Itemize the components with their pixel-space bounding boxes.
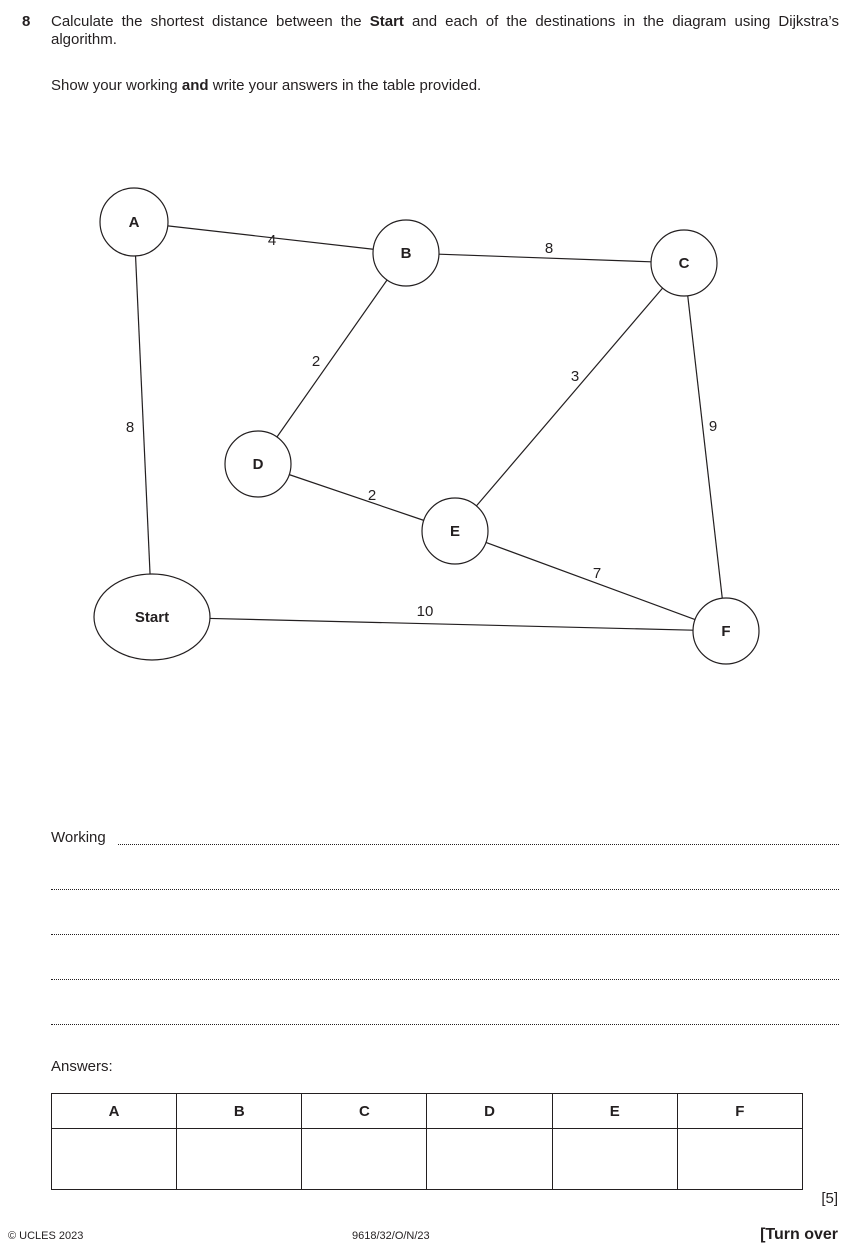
instruction-post: write your answers in the table provided. <box>208 77 482 94</box>
working-line-3[interactable] <box>51 934 839 935</box>
node-label-e: E <box>449 523 461 540</box>
answers-header-a: A <box>52 1094 177 1129</box>
answers-header-d: D <box>427 1094 552 1129</box>
question-text-bold: Start <box>369 13 404 30</box>
graph-edge-weights <box>126 232 717 620</box>
answers-header-c: C <box>302 1094 427 1129</box>
answer-cell-e[interactable] <box>552 1129 677 1190</box>
edge-weight-b-d: 2 <box>311 353 321 370</box>
answer-cell-a[interactable] <box>52 1129 177 1190</box>
edge-weight-e-f: 7 <box>592 565 602 582</box>
working-line-2[interactable] <box>51 889 839 890</box>
working-line-1[interactable] <box>118 844 839 845</box>
answers-header-b: B <box>177 1094 302 1129</box>
node-label-a: A <box>128 214 140 231</box>
edge-weight-a-start: 8 <box>125 419 135 436</box>
edge-b-d <box>277 280 387 437</box>
graph-edges <box>136 226 723 630</box>
edge-weight-a-b: 4 <box>267 232 277 249</box>
answer-cell-b[interactable] <box>177 1129 302 1190</box>
graph-nodes <box>94 188 759 664</box>
answers-header-f: F <box>677 1094 802 1129</box>
working-line-4[interactable] <box>51 979 839 980</box>
working-label: Working <box>51 829 106 846</box>
question-text-post: and each of the destinations in the diagram using Dijkstra’s algorithm. <box>51 13 839 48</box>
node-label-start: Start <box>134 609 170 626</box>
answer-cell-c[interactable] <box>302 1129 427 1190</box>
node-label-c: C <box>678 255 690 272</box>
instruction-pre: Show your working <box>51 77 182 94</box>
answers-header-e: E <box>552 1094 677 1129</box>
instruction-bold: and <box>181 77 209 94</box>
footer-copyright: © UCLES 2023 <box>8 1230 84 1242</box>
node-label-d: D <box>252 456 264 473</box>
edge-d-e <box>289 475 424 521</box>
edge-e-f <box>486 542 695 619</box>
edge-weight-b-c: 8 <box>544 240 554 257</box>
edge-weight-d-e: 2 <box>367 487 377 504</box>
answers-table <box>51 1093 803 1190</box>
answer-cell-d[interactable] <box>427 1129 552 1190</box>
answer-cell-f[interactable] <box>677 1129 802 1190</box>
marks-allocation: [5] <box>821 1190 838 1207</box>
node-label-f: F <box>721 623 731 640</box>
edge-c-e <box>476 288 662 506</box>
edge-weight-start-f: 10 <box>416 603 434 620</box>
edge-weight-c-e: 3 <box>570 368 580 385</box>
working-line-5[interactable] <box>51 1024 839 1025</box>
answers-header-row <box>52 1094 803 1129</box>
edge-start-f <box>210 618 693 630</box>
edge-c-f <box>688 296 723 598</box>
answers-label: Answers: <box>51 1058 113 1075</box>
node-label-b: B <box>400 245 412 262</box>
edge-weight-c-f: 9 <box>708 418 718 435</box>
question-text-pre: Calculate the shortest distance between the <box>51 13 370 30</box>
question-number: 8 <box>22 13 31 30</box>
footer-paper-code: 9618/32/O/N/23 <box>352 1230 430 1242</box>
footer-turn-over: [Turn over <box>760 1226 838 1243</box>
answers-input-row <box>52 1129 803 1190</box>
edge-a-start <box>136 256 150 574</box>
